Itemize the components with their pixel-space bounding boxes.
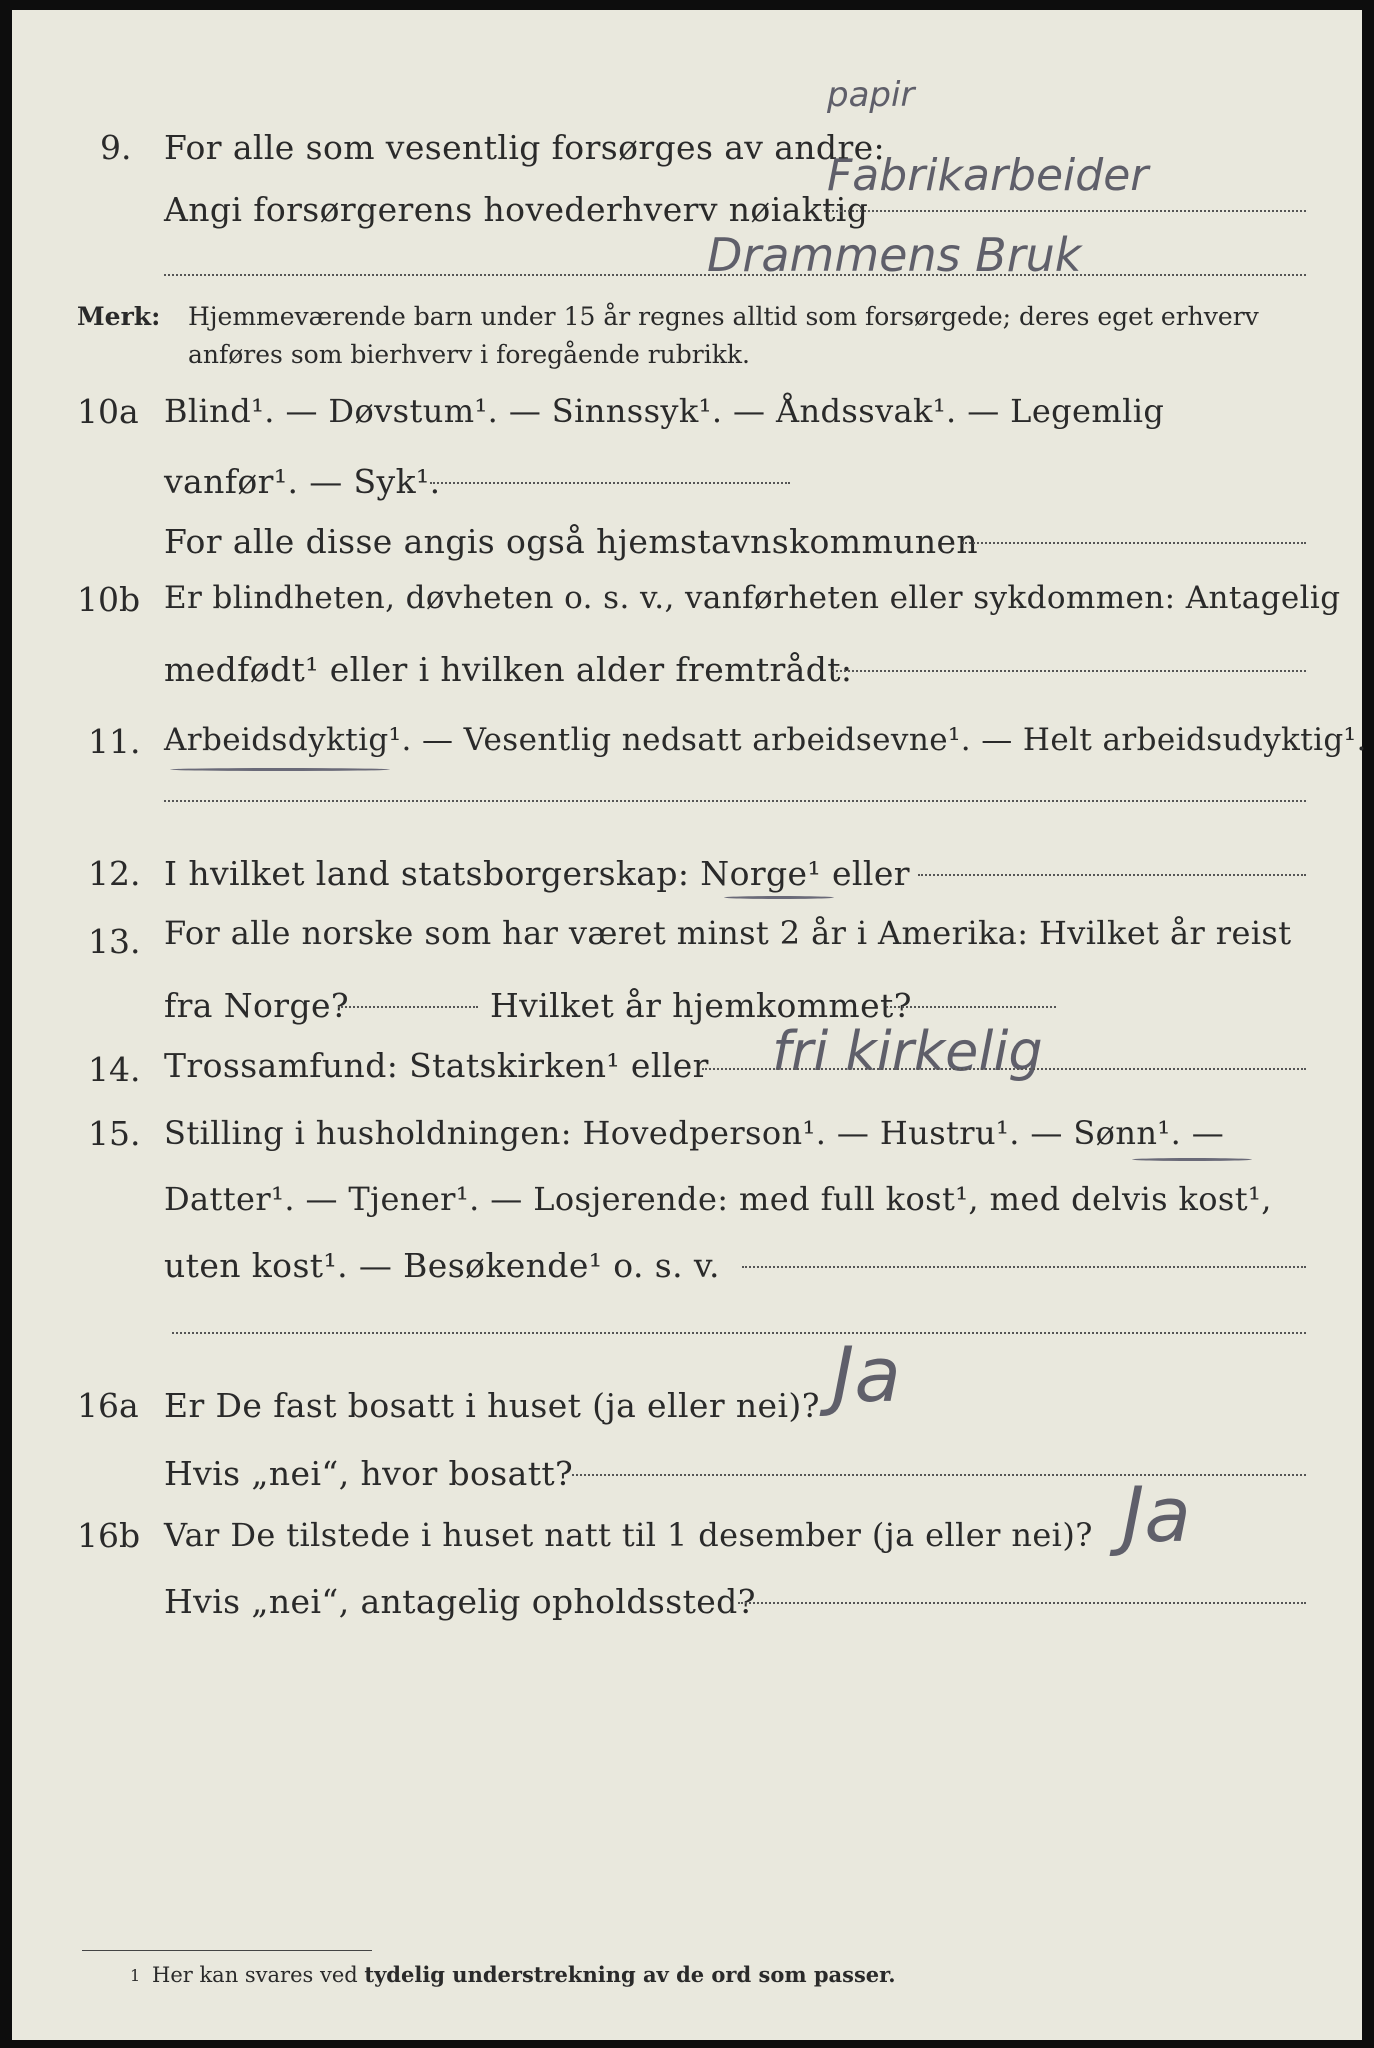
footnote-separator bbox=[82, 1950, 372, 1951]
merk-line1: Hjemmeværende barn under 15 år regnes alltid som forsørgede; deres eget erhverv bbox=[188, 302, 1259, 331]
row-12-line1: I hvilket land statsborgerskap: Norge¹ eller bbox=[164, 854, 910, 893]
row-10a-answer-line bbox=[430, 482, 790, 484]
row-15-line3: uten kost¹. — Besøkende¹ o. s. v. bbox=[164, 1246, 720, 1285]
footnote-text bbox=[152, 1962, 896, 1987]
row-9-number: 9. bbox=[100, 128, 132, 167]
row-10b-number: 10b bbox=[77, 580, 141, 619]
row-13-answer-year-home bbox=[886, 1006, 1056, 1008]
row-13-line2b: Hvilket år hjemkommet? bbox=[490, 986, 912, 1025]
row-16b-answer-line bbox=[738, 1602, 1306, 1604]
row-10a-line2: vanfør¹. — Syk¹. bbox=[164, 462, 441, 501]
row-12-answer-line bbox=[918, 874, 1306, 876]
row-9-answer-line bbox=[824, 210, 1306, 212]
census-form-page bbox=[12, 10, 1367, 2040]
handwritten-occupation: Fabrikarbeider bbox=[827, 150, 1149, 201]
row-16a-answer-line bbox=[572, 1474, 1306, 1476]
row-9-line1: For alle som vesentlig forsørges av andre: bbox=[164, 128, 886, 167]
row-13-line1: For alle norske som har været minst 2 år i Amerika: Hvilket år reist bbox=[164, 914, 1292, 952]
row-13-answer-year-out bbox=[338, 1006, 478, 1008]
row-13-line2a: fra Norge? bbox=[164, 986, 350, 1025]
row-15-number: 15. bbox=[88, 1114, 141, 1153]
row-10b-line1: Er blindheten, døvheten o. s. v., vanførheten eller sykdommen: Antagelig bbox=[164, 580, 1341, 616]
row-11-line1: Arbeidsdyktig¹. — Vesentlig nedsatt arbeidsevne¹. — Helt arbeidsudyktig¹. bbox=[164, 722, 1367, 758]
handwritten-ja-16b: Ja bbox=[1122, 1470, 1191, 1559]
row-15-line1: Stilling i husholdningen: Hovedperson¹. — Hustru¹. — Sønn¹. — bbox=[164, 1114, 1225, 1152]
row-15-answer-line-2 bbox=[172, 1332, 1306, 1334]
row-9-line2: Angi forsørgerens hovederhverv nøiaktig bbox=[164, 190, 869, 229]
handwritten-ja-16a: Ja bbox=[832, 1330, 901, 1419]
underline-sonn bbox=[1132, 1158, 1252, 1161]
row-10a-answer-line-2 bbox=[962, 542, 1306, 544]
row-10a-line1: Blind¹. — Døvstum¹. — Sinnssyk¹. — Åndssvak¹. — Legemlig bbox=[164, 392, 1165, 430]
underline-norge bbox=[724, 896, 834, 899]
row-16a-number: 16a bbox=[77, 1386, 139, 1425]
row-11-answer-line bbox=[164, 800, 1306, 802]
row-16a-line2: Hvis „nei“, hvor bosatt? bbox=[164, 1454, 574, 1493]
footnote-text-plain: Her kan svares ved bbox=[152, 1963, 358, 1987]
row-10a-line3: For alle disse angis også hjemstavnskommunen bbox=[164, 522, 979, 561]
row-10a-number: 10a bbox=[77, 392, 139, 431]
underline-arbeidsdyktig bbox=[170, 768, 390, 771]
merk-label: Merk: bbox=[77, 302, 161, 331]
handwritten-papir: papir bbox=[827, 75, 915, 115]
row-14-number: 14. bbox=[88, 1050, 141, 1089]
row-10b-answer-line bbox=[832, 670, 1306, 672]
row-16b-number: 16b bbox=[77, 1516, 141, 1555]
footnote-mark: 1 bbox=[130, 1966, 141, 1985]
row-10b-line2: medfødt¹ eller i hvilken alder fremtrådt: bbox=[164, 650, 853, 689]
row-15-line2: Datter¹. — Tjener¹. — Losjerende: med full kost¹, med delvis kost¹, bbox=[164, 1180, 1272, 1218]
handwritten-employer: Drammens Bruk bbox=[707, 228, 1082, 282]
handwritten-religion: fri kirkelig bbox=[772, 1020, 1043, 1083]
merk-line2: anføres som bierhverv i foregående rubrikk. bbox=[188, 340, 750, 369]
row-16a-line1: Er De fast bosatt i huset (ja eller nei)? bbox=[164, 1386, 820, 1425]
row-13-number: 13. bbox=[88, 922, 141, 961]
row-11-number: 11. bbox=[88, 722, 141, 761]
row-14-line1: Trossamfund: Statskirken¹ eller bbox=[164, 1046, 709, 1085]
footnote-text-bold: tydelig understrekning av de ord som passer. bbox=[364, 1962, 896, 1987]
row-14-answer-line bbox=[702, 1068, 1306, 1070]
row-15-answer-line bbox=[742, 1266, 1306, 1268]
row-16b-line2: Hvis „nei“, antagelig opholdssted? bbox=[164, 1582, 756, 1621]
row-9-answer-line-2 bbox=[164, 274, 1306, 276]
row-16b-line1: Var De tilstede i huset natt til 1 desember (ja eller nei)? bbox=[164, 1516, 1093, 1554]
row-12-number: 12. bbox=[88, 854, 141, 893]
